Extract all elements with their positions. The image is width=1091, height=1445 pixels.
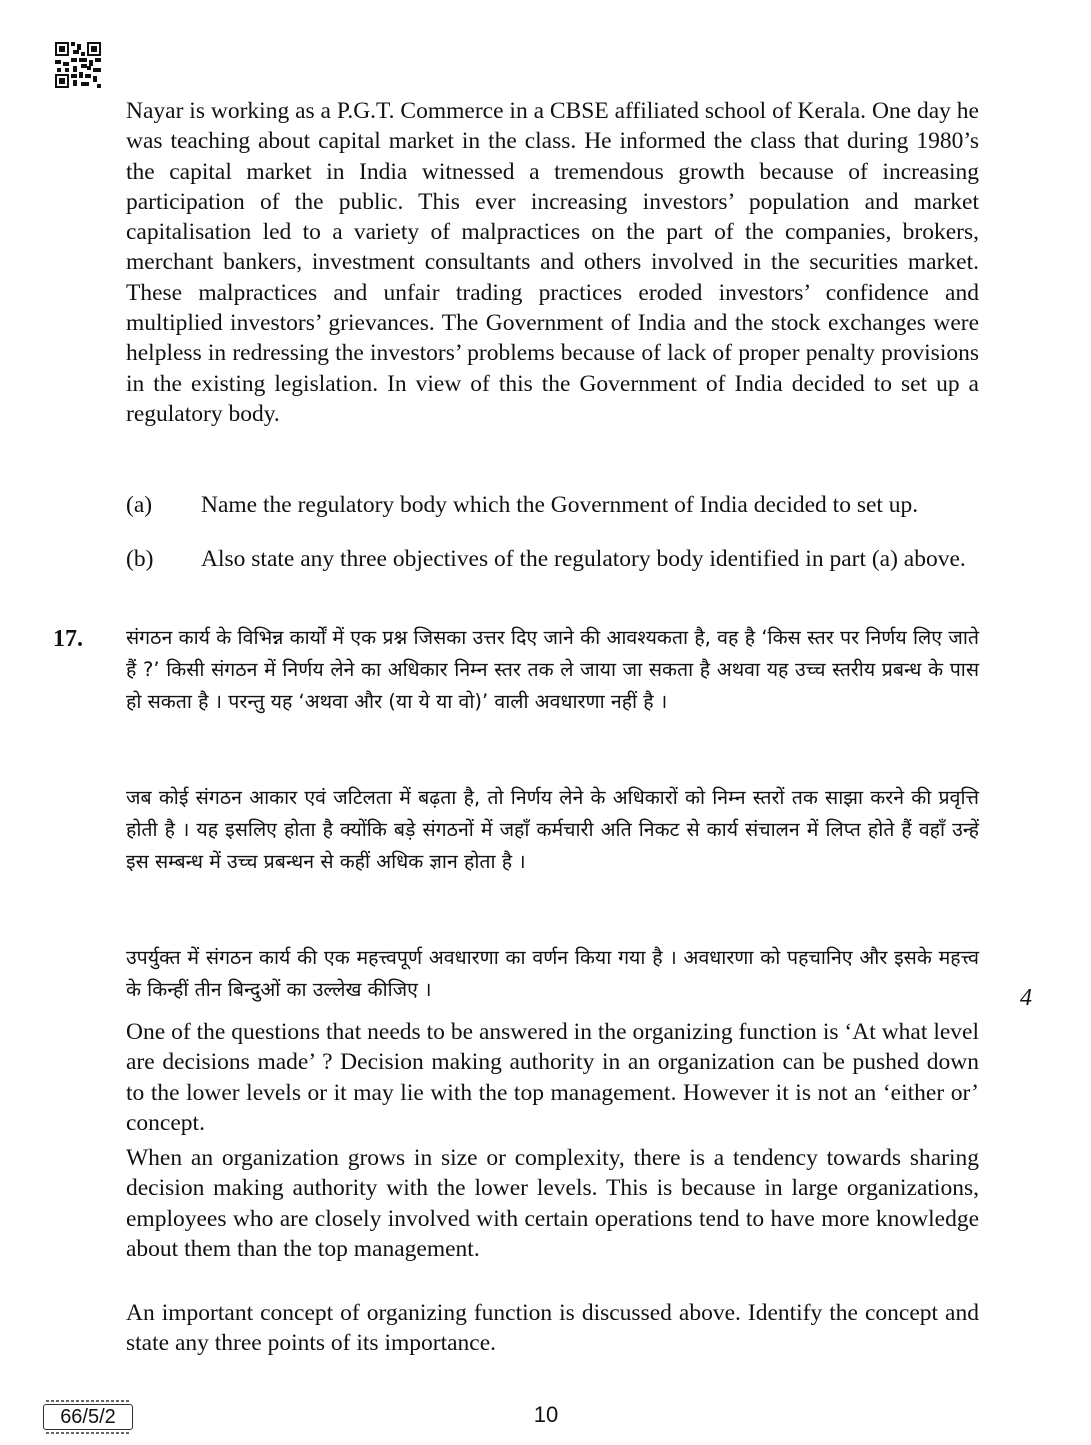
page-number: 10 — [533, 1402, 559, 1427]
hindi-question: उपर्युक्त में संगठन कार्य की एक महत्त्वपूर्ण अवधारणा का वर्णन किया गया है । अवधारणा को पहचानिए और इसके महत्त्व के किन्हीं तीन बिन्दुओं का उल्लेख कीजिए । — [126, 946, 979, 1001]
english-question: An important concept of organizing function is discussed above. Identify the concept and state any three points of its importance. — [126, 1300, 979, 1357]
sub-question-text: Name the regulatory body which the Government of India decided to set up. — [201, 492, 919, 518]
english-paragraph-1: One of the questions that needs to be answered in the organizing function is ‘At what level are decisions made’ ? Decision making authority in an organization can be pushed down to the lower levels or it may lie with the top management. However it is not an ‘either or’ concept. — [126, 1019, 979, 1136]
sub-question-text: Also state any three objectives of the regulatory body identified in part (a) above. — [201, 546, 966, 572]
intro-passage: Nayar is working as a P.G.T. Commerce in a CBSE affiliated school of Kerala. One day he was teaching about capital market in the class. He informed the class that during 1980’s the capital market in India witnessed a tremendous growth because of increasing participation of the public. This ever increasing investors’ population and market capitalisation led to a variety of malpractices on the part of the companies, brokers, merchant bankers, investment consultants and others involved in the securities market. These malpractices and unfair trading practices eroded investors’ confidence and multiplied investors’ grievances. The Government of India and the stock exchanges were helpless in redressing the investors’ problems because of lack of proper penalty provisions in the existing legislation. In view of this the Government of India decided to set up a regulatory body. — [126, 98, 979, 427]
qr-code-icon — [55, 42, 101, 88]
sub-question-label: (a) — [126, 492, 153, 518]
question-number: 17. — [53, 626, 83, 652]
marks-label: 4 — [1020, 985, 1032, 1011]
hindi-paragraph-1: संगठन कार्य के विभिन्न कार्यों में एक प्रश्न जिसका उत्तर दिए जाने की आवश्यकता है, वह है ‘किस स्तर पर निर्णय लिए जाते हैं ?’ किसी संगठन में निर्णय लेने का अधिकार निम्न स्तर तक ले जाया जा सकता है अथवा यह उच्च स्तरीय प्रबन्ध के पास हो सकता है । परन्तु यह ‘अथवा और (या ये या वो)’ वाली अवधारणा नहीं है । — [126, 626, 979, 713]
sub-question-a — [126, 492, 979, 519]
english-paragraph-2: When an organization grows in size or complexity, there is a tendency towards sharing decision making authority with the lower levels. This is because in large organizations, employees who are closely involved with certain operations tend to have more knowledge about them than the top management. — [126, 1145, 979, 1262]
sub-question-label: (b) — [126, 546, 154, 572]
paper-code: 66/5/2 — [43, 1404, 133, 1430]
sub-question-b — [126, 546, 979, 573]
hindi-paragraph-2: जब कोई संगठन आकार एवं जटिलता में बढ़ता है, तो निर्णय लेने के अधिकारों को निम्न स्तरों तक साझा करने की प्रवृत्ति होती है । यह इसलिए होता है क्योंकि बड़े संगठनों में जहाँ कर्मचारी अति निकट से कार्य संचालन में लिप्त होते हैं वहाँ उन्हें इस सम्बन्ध में उच्च प्रबन्धन से कहीं अधिक ज्ञान होता है । — [126, 786, 979, 873]
